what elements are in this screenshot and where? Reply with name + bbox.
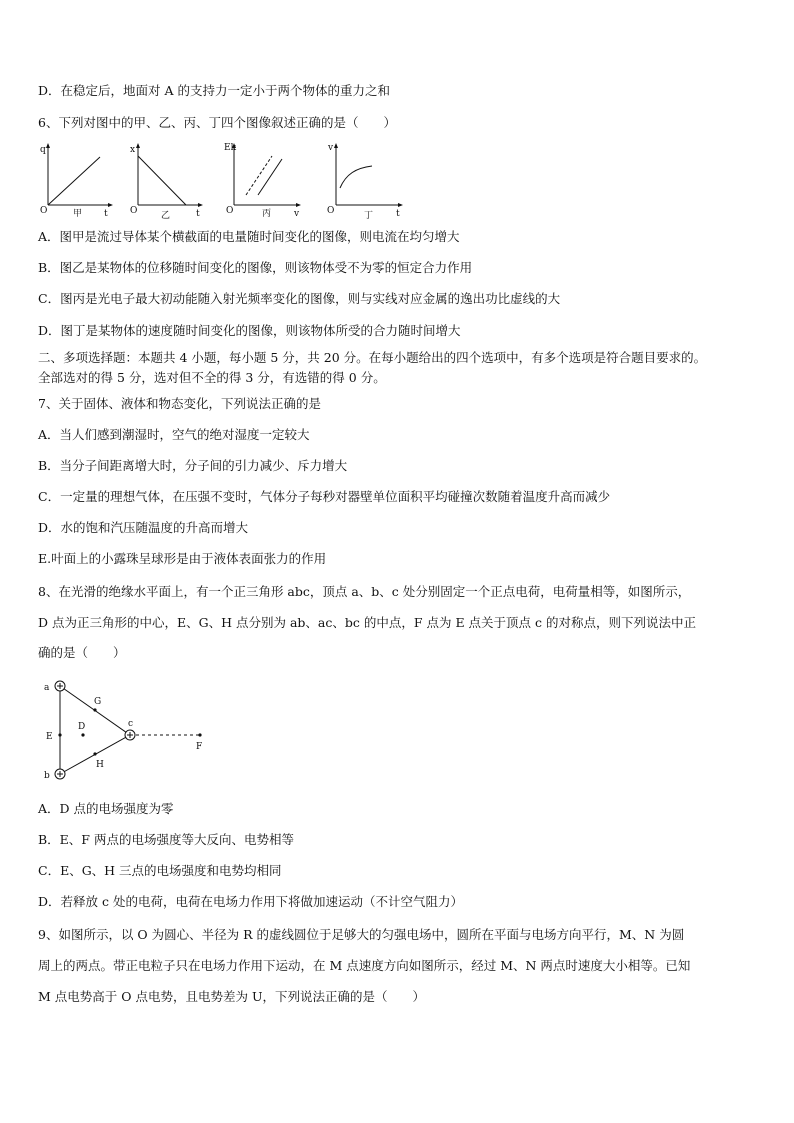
charge-b-icon <box>55 769 65 779</box>
q8-stem-2: D 点为正三角形的中心，E、G、H 点分别为 ab、ac、bc 的中点，F 点为 E 点关于顶点 c 的对称点，则下列说法中正 <box>38 615 697 630</box>
charge-a-icon <box>55 681 65 691</box>
q7-option-a: A．当人们感到潮湿时，空气的绝对湿度一定较大 <box>38 427 310 442</box>
section-heading-1: 二、多项选择题：本题共 4 小题，每小题 5 分，共 20 分。在每小题给出的四个选项中，有多个选项是符合题目要求的。 <box>38 350 707 365</box>
q7-option-b: B．当分子间距离增大时，分子间的引力减少、斥力增大 <box>38 458 348 473</box>
label-c: c <box>128 719 134 729</box>
q5-option-d: D．在稳定后，地面对 A 的支持力一定小于两个物体的重力之和 <box>38 83 390 98</box>
point-f <box>198 733 201 736</box>
graph-bing <box>222 140 306 220</box>
graph-jia-ylabel: q <box>40 145 46 155</box>
point-g <box>93 708 96 711</box>
q9-stem-1: 9、如图所示，以 O 为圆心、半径为 R 的虚线圆位于足够大的匀强电场中，圆所在平面与电场方向平行，M、N 为圆 <box>38 927 685 942</box>
triangle-diagram <box>38 672 228 784</box>
point-h <box>93 752 96 755</box>
graph-ding-origin: O <box>327 206 335 216</box>
graph-yi <box>128 140 208 220</box>
graph-bing-ylabel: Ek <box>224 143 237 153</box>
q8-option-d: D．若释放 c 处的电荷，电荷在电场力作用下将做加速运动（不计空气阻力） <box>38 894 463 909</box>
label-d: D <box>78 722 86 732</box>
q6-option-c: C．图丙是光电子最大初动能随入射光频率变化的图像，则与实线对应金属的逸出功比虚线的大 <box>38 291 561 306</box>
q7-option-c: C．一定量的理想气体，在压强不变时，气体分子每秒对器壁单位面积平均碰撞次数随着温度升高而减少 <box>38 489 611 504</box>
graph-jia-origin: O <box>40 206 48 216</box>
graph-yi-ylabel: x <box>130 145 136 155</box>
label-f: F <box>196 742 203 752</box>
q8-option-c: C．E、G、H 三点的电场强度和电势均相同 <box>38 863 282 878</box>
q9-stem-3: M 点电势高于 O 点电势，且电势差为 U，下列说法正确的是（ ） <box>38 989 425 1004</box>
graph-jia <box>38 140 118 220</box>
graph-ding-caption: 丁 <box>364 211 374 220</box>
graph-bing-caption: 丙 <box>262 209 272 219</box>
label-g: G <box>94 697 102 707</box>
q6-option-a: A．图甲是流过导体某个横截面的电量随时间变化的图像，则电流在均匀增大 <box>38 229 460 244</box>
q9-stem-2: 周上的两点。带正电粒子只在电场力作用下运动，在 M 点速度方向如图所示，经过 M、N 两点时速度大小相等。已知 <box>38 958 691 973</box>
q7-option-e: E.叶面上的小露珠呈球形是由于液体表面张力的作用 <box>38 551 327 566</box>
graph-bing-xlabel: v <box>294 209 300 219</box>
q8-stem-3: 确的是（ ） <box>38 645 126 660</box>
graph-yi-caption: 乙 <box>161 211 171 220</box>
q6-stem: 6、下列对图中的甲、乙、丙、丁四个图像叙述正确的是（ ） <box>38 115 396 130</box>
label-h: H <box>96 760 104 770</box>
graph-ding <box>322 140 408 220</box>
graph-ding-xlabel: t <box>396 209 400 219</box>
section-heading-2: 全部选对的得 5 分，选对但不全的得 3 分，有选错的得 0 分。 <box>38 370 386 385</box>
point-e <box>58 733 61 736</box>
graph-ding-ylabel: v <box>328 143 334 153</box>
point-d <box>81 733 84 736</box>
q8-option-b: B．E、F 两点的电场强度等大反向、电势相等 <box>38 832 294 847</box>
q6-option-d: D．图丁是某物体的速度随时间变化的图像，则该物体所受的合力随时间增大 <box>38 323 461 338</box>
q8-stem-1: 8、在光滑的绝缘水平面上，有一个正三角形 abc，顶点 a、b、c 处分别固定一个正点电荷，电荷量相等，如图所示， <box>38 584 691 599</box>
graph-jia-caption: 甲 <box>73 209 83 219</box>
graph-yi-origin: O <box>130 206 138 216</box>
q6-option-b: B．图乙是某物体的位移随时间变化的图像，则该物体受不为零的恒定合力作用 <box>38 260 473 275</box>
q8-option-a: A．D 点的电场强度为零 <box>38 801 174 816</box>
graph-bing-origin: O <box>226 206 234 216</box>
charge-c-icon <box>125 730 135 740</box>
label-a: a <box>44 683 50 693</box>
graph-yi-xlabel: t <box>196 209 200 219</box>
label-e: E <box>46 732 53 742</box>
graph-jia-xlabel: t <box>104 209 108 219</box>
q7-option-d: D．水的饱和汽压随温度的升高而增大 <box>38 520 249 535</box>
label-b: b <box>44 771 50 781</box>
q7-stem: 7、关于固体、液体和物态变化，下列说法正确的是 <box>38 396 321 411</box>
